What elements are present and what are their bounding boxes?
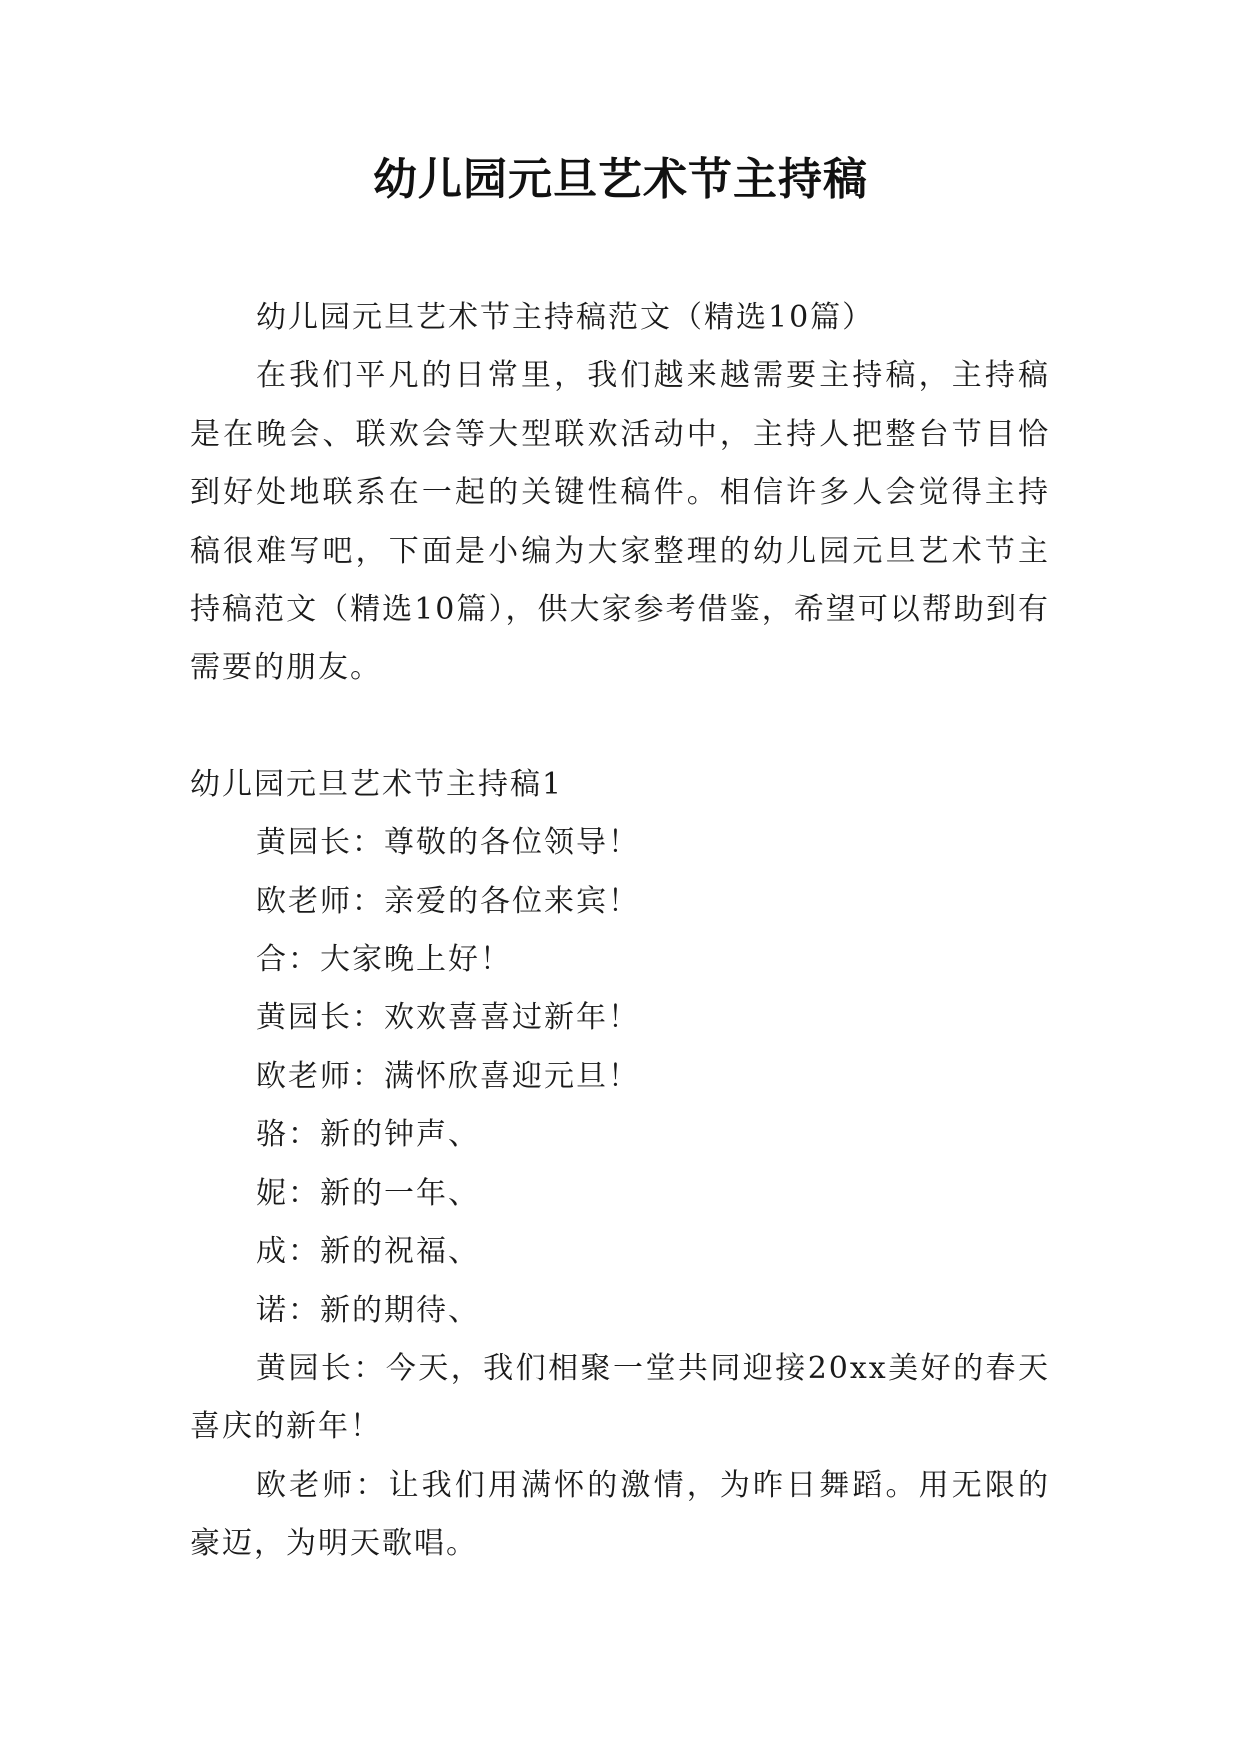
intro-paragraph: 在我们平凡的日常里，我们越来越需要主持稿，主持稿是在晚会、联欢会等大型联欢活动中，主持人把整台节目恰到好处地联系在一起的关键性稿件。相信许多人会觉得主持稿很难写吧，下面是小编为大家整理的幼儿园元旦艺术节主持稿范文（精选10篇），供大家参考借鉴，希望可以帮助到有需要的朋友。 bbox=[190, 358, 1050, 686]
section-heading: 幼儿园元旦艺术节主持稿1 bbox=[190, 766, 564, 802]
script-line: 欧老师：满怀欣喜迎元旦！ bbox=[256, 1058, 640, 1094]
intro-subtitle: 幼儿园元旦艺术节主持稿范文（精选10篇） bbox=[256, 300, 875, 335]
script-line: 妮：新的一年、 bbox=[256, 1175, 480, 1211]
script-line: 欧老师：亲爱的各位来宾！ bbox=[256, 883, 640, 919]
script-line: 合：大家晚上好！ bbox=[256, 942, 512, 978]
script-line: 黄园长：欢欢喜喜过新年！ bbox=[256, 1000, 640, 1036]
script-line: 黄园长：今天，我们相聚一堂共同迎接20xx美好的春天喜庆的新年！ bbox=[190, 1350, 1050, 1445]
script-line: 欧老师：让我们用满怀的激情，为昨日舞蹈。用无限的豪迈，为明天歌唱。 bbox=[190, 1467, 1050, 1562]
document-body bbox=[190, 289, 1050, 1574]
script-line: 黄园长：尊敬的各位领导！ bbox=[256, 825, 640, 861]
script-line: 诺：新的期待、 bbox=[256, 1292, 480, 1328]
script-line: 骆：新的钟声、 bbox=[256, 1117, 480, 1153]
document-title: 幼儿园元旦艺术节主持稿 bbox=[373, 154, 868, 205]
script-line: 成：新的祝福、 bbox=[256, 1234, 480, 1270]
paragraph-gap bbox=[190, 698, 1050, 756]
